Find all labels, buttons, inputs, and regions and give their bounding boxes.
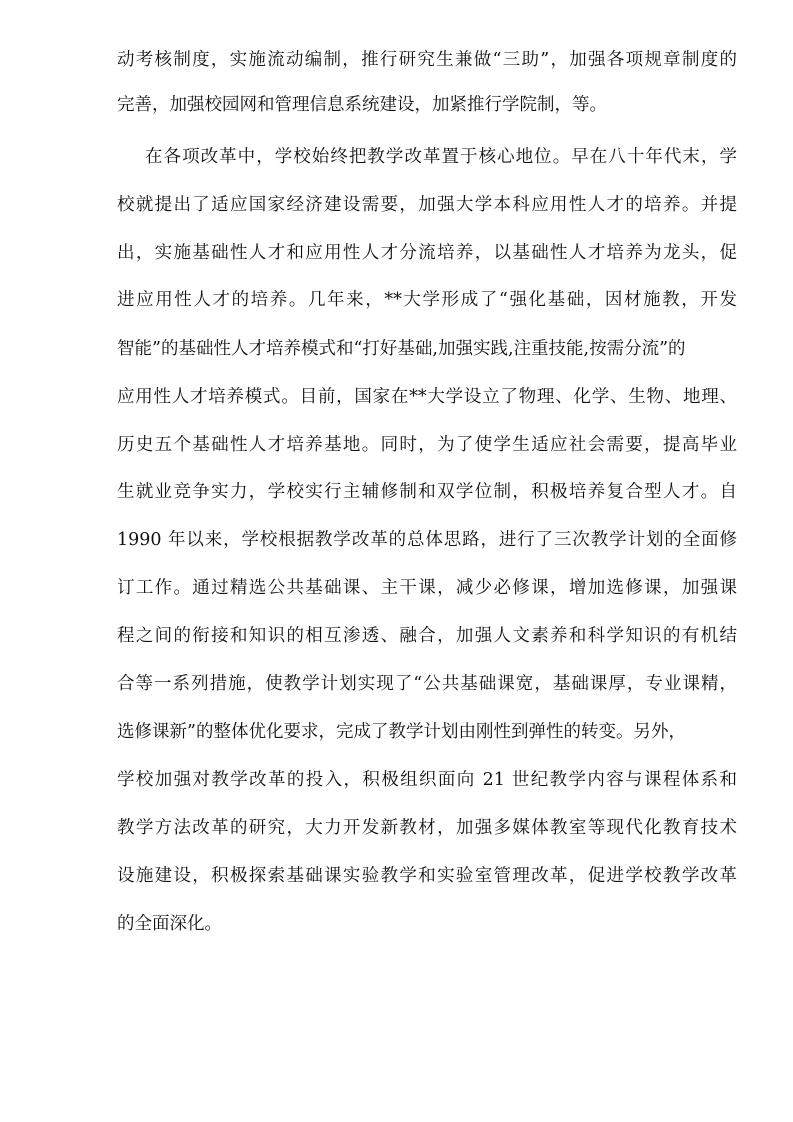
paragraph-2-line-12: 合等一系列措施，使教学计划实现了“公共基础课宽，基础课厚，专业课精， <box>117 674 737 694</box>
paragraph-2-line-13: 选修课新”的整体优化要求，完成了教学计划由刚性到弹性的转变。另外， <box>117 722 686 742</box>
paragraph-2-line-2: 校就提出了适应国家经济建设需要，加强大学本科应用性人才的培养。并提 <box>117 195 737 215</box>
paragraph-2-line-10: 订工作。通过精选公共基础课、主干课，减少必修课，增加选修课，加强课 <box>117 578 737 598</box>
paragraph-2-line-14: 学校加强对教学改革的投入，积极组织面向 21 世纪教学内容与课程体系和 <box>117 770 737 790</box>
paragraph-2-line-7: 历史五个基础性人才培养基地。同时，为了使学生适应社会需要，提高毕业 <box>117 435 737 455</box>
paragraph-1-line-2: 完善，加强校园网和管理信息系统建设，加紧推行学院制，等。 <box>117 95 607 115</box>
paragraph-2-line-1: 在各项改革中，学校始终把教学改革置于核心地位。早在八十年代末，学 <box>145 147 737 167</box>
paragraph-2-line-17: 的全面深化。 <box>117 914 222 934</box>
paragraph-2-line-15: 教学方法改革的研究，大力开发新教材，加强多媒体教室等现代化教育技术 <box>117 818 737 838</box>
paragraph-2-line-6: 应用性人才培养模式。目前，国家在**大学设立了物理、化学、生物、地理、 <box>117 387 737 407</box>
paragraph-2-line-4: 进应用性人才的培养。几年来，**大学形成了“强化基础，因材施教，开发 <box>117 290 737 310</box>
paragraph-2-line-11: 程之间的衔接和知识的相互渗透、融合，加强人文素养和科学知识的有机结 <box>117 626 737 646</box>
paragraph-2-line-8: 生就业竞争实力，学校实行主辅修制和双学位制，积极培养复合型人才。自 <box>117 482 737 502</box>
paragraph-2-line-9: 1990 年以来，学校根据教学改革的总体思路，进行了三次教学计划的全面修 <box>117 530 737 550</box>
paragraph-2-line-3: 出，实施基础性人才和应用性人才分流培养，以基础性人才培养为龙头，促 <box>117 243 737 263</box>
paragraph-2-line-5: 智能”的基础性人才培养模式和“打好基础,加强实践,注重技能,按需分流”的 <box>117 339 686 359</box>
paragraph-1-line-1: 动考核制度，实施流动编制，推行研究生兼做“三助”，加强各项规章制度的 <box>117 50 737 70</box>
paragraph-2-line-16: 设施建设，积极探索基础课实验教学和实验室管理改革，促进学校教学改革 <box>117 866 737 886</box>
